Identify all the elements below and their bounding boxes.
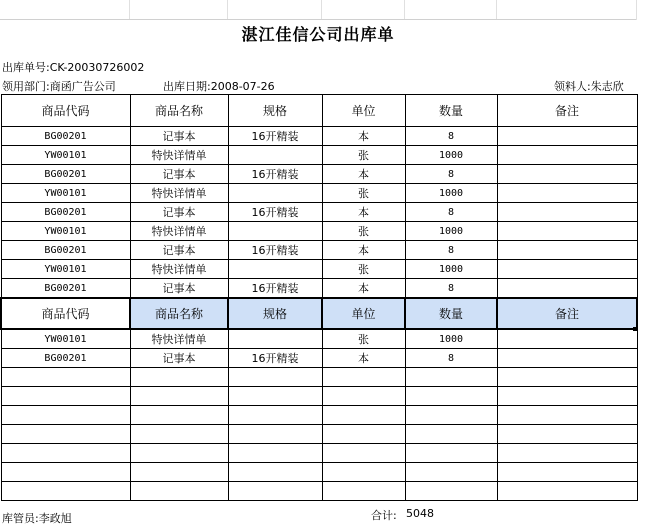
cell-quantity[interactable]: 1000	[405, 184, 497, 203]
cell-product-code[interactable]	[1, 387, 130, 406]
cell-unit[interactable]: 张	[322, 184, 405, 203]
cell-spec[interactable]	[228, 425, 322, 444]
cell-product-code[interactable]: BG00201	[1, 203, 130, 222]
sheet-row-line	[0, 19, 636, 20]
table-row	[1, 349, 637, 368]
cell-product-name[interactable]: 特快详情单	[130, 260, 228, 279]
cell-remark[interactable]	[497, 165, 637, 184]
cell-unit[interactable]	[322, 444, 405, 463]
cell-product-code[interactable]	[1, 425, 130, 444]
cell-unit[interactable]: 本	[322, 349, 405, 368]
table-header-row	[1, 95, 637, 127]
cell-quantity[interactable]: 1000	[405, 260, 497, 279]
cell-remark[interactable]	[497, 349, 637, 368]
cell-product-code[interactable]: YW00101	[1, 260, 130, 279]
cell-product-name[interactable]	[130, 406, 228, 425]
cell-product-code[interactable]	[1, 463, 130, 482]
cell-product-code[interactable]: BG00201	[1, 279, 130, 299]
warehouse-keeper: 库管员:李政旭	[2, 512, 72, 525]
cell-remark[interactable]	[497, 444, 637, 463]
column-header-remark[interactable]: 备注	[497, 95, 637, 127]
table-row	[1, 279, 637, 299]
cell-remark[interactable]	[497, 260, 637, 279]
table-row	[1, 482, 637, 501]
cell-quantity[interactable]: 8	[405, 279, 497, 299]
cell-spec[interactable]: 16开精装	[228, 203, 322, 222]
cell-remark[interactable]	[497, 222, 637, 241]
cell-remark[interactable]	[497, 425, 637, 444]
table-row	[1, 127, 637, 146]
column-header-spec[interactable]: 规格	[228, 95, 322, 127]
cell-product-name[interactable]: 记事本	[130, 241, 228, 260]
fill-handle[interactable]	[633, 327, 637, 331]
cell-spec[interactable]	[228, 184, 322, 203]
column-header-product-code[interactable]: 商品代码	[1, 95, 130, 127]
cell-product-code[interactable]: BG00201	[1, 127, 130, 146]
cell-product-code[interactable]: BG00201	[1, 349, 130, 368]
cell-remark[interactable]	[497, 184, 637, 203]
cell-product-code[interactable]	[1, 368, 130, 387]
total-label: 合计:	[371, 509, 397, 522]
table-row	[1, 329, 637, 349]
cell-product-code[interactable]: YW00101	[1, 222, 130, 241]
cell-product-name[interactable]: 记事本	[130, 127, 228, 146]
cell-product-code[interactable]: YW00101	[1, 146, 130, 165]
cell-product-code[interactable]: YW00101	[1, 184, 130, 203]
cell-unit[interactable]: 本	[322, 279, 405, 299]
cell-unit[interactable]	[322, 387, 405, 406]
cell-unit[interactable]	[322, 463, 405, 482]
cell-unit[interactable]: 张	[322, 146, 405, 165]
cell-product-name[interactable]: 记事本	[130, 279, 228, 299]
cell-quantity[interactable]	[405, 387, 497, 406]
cell-remark[interactable]	[497, 203, 637, 222]
table-row	[1, 241, 637, 260]
cell-remark[interactable]	[497, 368, 637, 387]
cell-quantity[interactable]	[405, 425, 497, 444]
column-header-unit[interactable]: 单位	[322, 95, 405, 127]
doc-number: 出库单号:CK-20030726002	[2, 61, 145, 74]
cell-unit[interactable]: 本	[322, 241, 405, 260]
cell-spec[interactable]: 16开精装	[228, 165, 322, 184]
cell-spec[interactable]	[228, 146, 322, 165]
cell-spec[interactable]	[228, 444, 322, 463]
column-header-product-code[interactable]: 商品代码	[1, 298, 130, 329]
cell-unit[interactable]: 张	[322, 222, 405, 241]
table-row	[1, 425, 637, 444]
cell-unit[interactable]	[322, 368, 405, 387]
column-header-spec[interactable]: 规格	[228, 298, 322, 329]
cell-remark[interactable]	[497, 146, 637, 165]
table-row	[1, 444, 637, 463]
cell-product-name[interactable]	[130, 425, 228, 444]
cell-unit[interactable]: 本	[322, 203, 405, 222]
cell-quantity[interactable]	[405, 444, 497, 463]
column-header-product-name[interactable]: 商品名称	[130, 95, 228, 127]
cell-quantity[interactable]: 8	[405, 203, 497, 222]
cell-quantity[interactable]: 8	[405, 241, 497, 260]
cell-quantity[interactable]	[405, 463, 497, 482]
sheet-gridlines	[0, 0, 645, 20]
cell-quantity[interactable]	[405, 482, 497, 501]
cell-product-name[interactable]: 记事本	[130, 165, 228, 184]
cell-spec[interactable]: 16开精装	[228, 241, 322, 260]
cell-quantity[interactable]: 8	[405, 165, 497, 184]
cell-unit[interactable]	[322, 425, 405, 444]
cell-quantity[interactable]: 8	[405, 349, 497, 368]
cell-product-code[interactable]: BG00201	[1, 241, 130, 260]
cell-product-name[interactable]	[130, 368, 228, 387]
cell-product-name[interactable]	[130, 463, 228, 482]
column-header-quantity[interactable]: 数量	[405, 298, 497, 329]
cell-product-name[interactable]	[130, 482, 228, 501]
cell-remark[interactable]	[497, 241, 637, 260]
cell-product-name[interactable]	[130, 444, 228, 463]
cell-quantity[interactable]	[405, 406, 497, 425]
total-value: 5048	[406, 507, 434, 520]
table-row	[1, 146, 637, 165]
cell-quantity[interactable]: 1000	[405, 329, 497, 349]
table-row	[1, 260, 637, 279]
table-row	[1, 203, 637, 222]
cell-remark[interactable]	[497, 387, 637, 406]
cell-remark[interactable]	[497, 406, 637, 425]
cell-product-code[interactable]: BG00201	[1, 165, 130, 184]
cell-product-name[interactable]: 特快详情单	[130, 146, 228, 165]
table-row	[1, 184, 637, 203]
cell-product-code[interactable]	[1, 406, 130, 425]
recipient: 领料人:朱志欣	[554, 80, 624, 93]
cell-remark[interactable]	[497, 329, 637, 349]
cell-product-name[interactable]	[130, 387, 228, 406]
cell-quantity[interactable]	[405, 368, 497, 387]
cell-spec[interactable]	[228, 387, 322, 406]
cell-spec[interactable]	[228, 368, 322, 387]
table-header-row	[1, 298, 637, 329]
department: 领用部门:商函广告公司	[2, 80, 116, 93]
cell-product-code[interactable]	[1, 482, 130, 501]
table-row	[1, 463, 637, 482]
cell-remark[interactable]	[497, 127, 637, 146]
column-header-unit[interactable]: 单位	[322, 298, 405, 329]
cell-product-name[interactable]: 记事本	[130, 203, 228, 222]
cell-spec[interactable]: 16开精装	[228, 349, 322, 368]
cell-spec[interactable]	[228, 260, 322, 279]
table-row	[1, 222, 637, 241]
column-header-product-name[interactable]: 商品名称	[130, 298, 228, 329]
cell-spec[interactable]	[228, 482, 322, 501]
table-row	[1, 387, 637, 406]
cell-spec[interactable]	[228, 222, 322, 241]
cell-spec[interactable]	[228, 406, 322, 425]
column-header-quantity[interactable]: 数量	[405, 95, 497, 127]
cell-unit[interactable]	[322, 406, 405, 425]
cell-unit[interactable]: 本	[322, 127, 405, 146]
cell-spec[interactable]	[228, 463, 322, 482]
column-header-remark[interactable]: 备注	[497, 298, 637, 329]
document-title: 湛江佳信公司出库单	[241, 25, 395, 44]
cell-product-name[interactable]: 记事本	[130, 349, 228, 368]
table-row	[1, 368, 637, 387]
cell-spec[interactable]	[228, 329, 322, 349]
cell-remark[interactable]	[497, 482, 637, 501]
cell-product-code[interactable]: YW00101	[1, 329, 130, 349]
outbound-table	[0, 94, 638, 501]
cell-spec[interactable]: 16开精装	[228, 127, 322, 146]
cell-product-name[interactable]: 特快详情单	[130, 222, 228, 241]
out-date: 出库日期:2008-07-26	[163, 80, 275, 93]
cell-spec[interactable]: 16开精装	[228, 279, 322, 299]
cell-quantity[interactable]: 8	[405, 127, 497, 146]
cell-unit[interactable]: 张	[322, 260, 405, 279]
cell-unit[interactable]: 本	[322, 165, 405, 184]
cell-quantity[interactable]: 1000	[405, 222, 497, 241]
table-row	[1, 165, 637, 184]
cell-product-name[interactable]: 特快详情单	[130, 329, 228, 349]
cell-product-name[interactable]: 特快详情单	[130, 184, 228, 203]
cell-remark[interactable]	[497, 463, 637, 482]
cell-remark[interactable]	[497, 279, 637, 299]
cell-quantity[interactable]: 1000	[405, 146, 497, 165]
cell-product-code[interactable]	[1, 444, 130, 463]
table-row	[1, 406, 637, 425]
cell-unit[interactable]	[322, 482, 405, 501]
cell-unit[interactable]: 张	[322, 329, 405, 349]
